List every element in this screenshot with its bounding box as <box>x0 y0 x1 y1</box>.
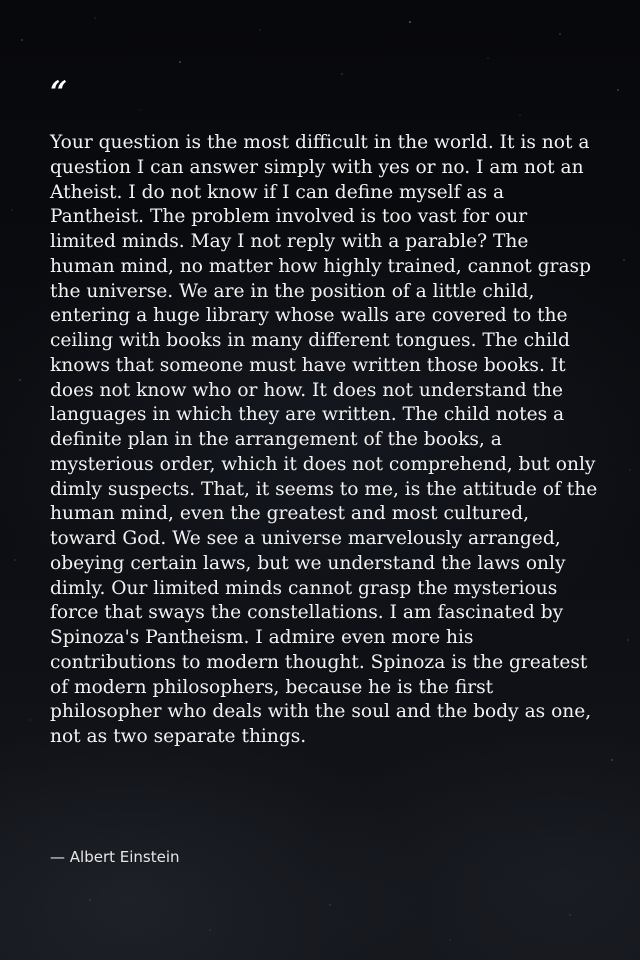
quote-text: Your question is the most difficult in the world. It is not a question I can answer simply with yes or no. I am not an Atheist. I do not know if I can define myself as a Pantheist. The problem involved is too vast for our limited minds. May I not reply with a parable? The human mind, no matter how highly trained, cannot grasp the universe. We are in the position of a little child, entering a huge library whose walls are covered to the ceiling with books in many different tongues. The child knows that someone must have written those books. It does not know who or how. It does not understand the languages in which they are written. The child notes a definite plan in the arrangement of the books, a mysterious order, which it does not comprehend, but only dimly suspects. That, it seems to me, is the attitude of the human mind, even the greatest and most cultured, toward God. We see a universe marvelously arranged, obeying certain laws, but we understand the laws only dimly. Our limited minds cannot grasp the mysterious force that sways the constellations. I am fascinated by Spinoza's Pantheism. I admire even more his contributions to modern thought. Spinoza is the greatest of modern philosophers, because he is the first philosopher who deals with the soul and the body as one, not as two separate things. <box>50 132 598 747</box>
quote-author: — Albert Einstein <box>50 848 180 866</box>
quote-mark-icon: “ <box>50 75 68 110</box>
